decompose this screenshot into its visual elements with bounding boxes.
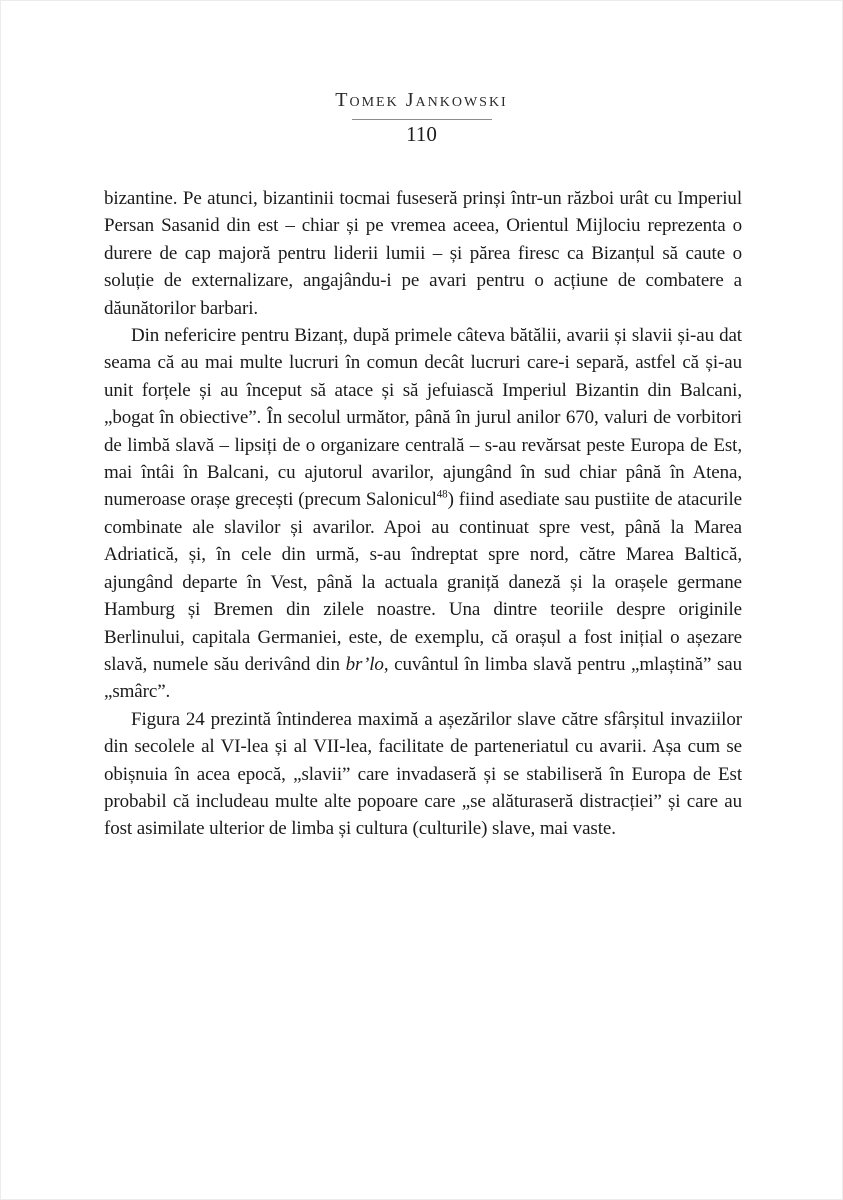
paragraph-1 — [104, 185, 742, 322]
running-header — [1, 89, 842, 112]
page-number: 110 — [406, 122, 437, 146]
paragraph-2-text-c: , cuvântul în limba slavă pentru „mlaștină” sau „smârc”. — [104, 653, 743, 703]
paragraph-3-text: Figura 24 prezintă întinderea maximă a așezărilor slave către sfârșitul invaziilor din secolele al VI-lea și al VII-lea, facilitate de parteneriatul cu avarii. Așa cum se obișnuia în acea epocă, „slavii” care invadaseră și se stabiliseră în Europa de Est probabil că includeau multe alte popoare care „se alăturaseră distracției” și care au fost asimilate ulterior de limba și cultura (culturile) slave, mai vaste. — [104, 708, 742, 840]
paragraph-2-text-a: Din nefericire pentru Bizanț, după primele câteva bătălii, avarii și slavii și-au dat seama că au mai multe lucruri în comun decât lucruri care-i separă, astfel că și-au unit forțele și au început să atace și să jefuiască Imperiul Bizantin din Balcani, „bogat în obiective”. În secolul următor, până în jurul anilor 670, valuri de vorbitori de limbă slavă – lipsiți de o organizare centrală – s-au revărsat peste Europa de Est, mai întâi în Balcani, cu ajutorul avarilor, ajungând în sud chiar până în Atena, numeroase orașe grecești (precum Salonicul — [104, 325, 742, 511]
paragraph-2-text-b: ) fiind asediate sau pustiite de atacurile combinate ale slavilor și avarilor. Apoi au continuat spre vest, până la Marea Adriatică, și, în cele din urmă, s-au îndreptat spre nord, către Marea Baltică, ajungând departe în Vest, până la actuala graniță daneză și la orașele germane Hamburg și Bremen din zilele noastre. Una dintre teoriile despre originile Berlinului, capitala Germaniei, este, de exemplu, că orașul a fost inițial o așezare slavă, numele său derivând din — [104, 489, 742, 675]
italic-term-brlo: br’lo — [345, 653, 384, 675]
footnote-ref-48: 48 — [436, 489, 448, 502]
running-header-author: Tomek Jankowski — [335, 89, 508, 111]
header-rule-divider — [352, 119, 492, 120]
paragraph-1-text: bizantine. Pe atunci, bizantinii tocmai fuseseră prinși într-un război urât cu Imperiul Persan Sasanid din est – chiar și pe vremea aceea, Orientul Mijlociu reprezenta o durere de cap majoră pentru liderii lumii – și părea firesc ca Bizanțul să caute o soluție de externalizare, angajându-i pe avari pentru o acțiune de combatere a dăunătorilor barbari. — [104, 188, 742, 319]
paragraph-3 — [104, 706, 742, 843]
body-text — [104, 185, 742, 843]
paragraph-2 — [104, 322, 742, 706]
